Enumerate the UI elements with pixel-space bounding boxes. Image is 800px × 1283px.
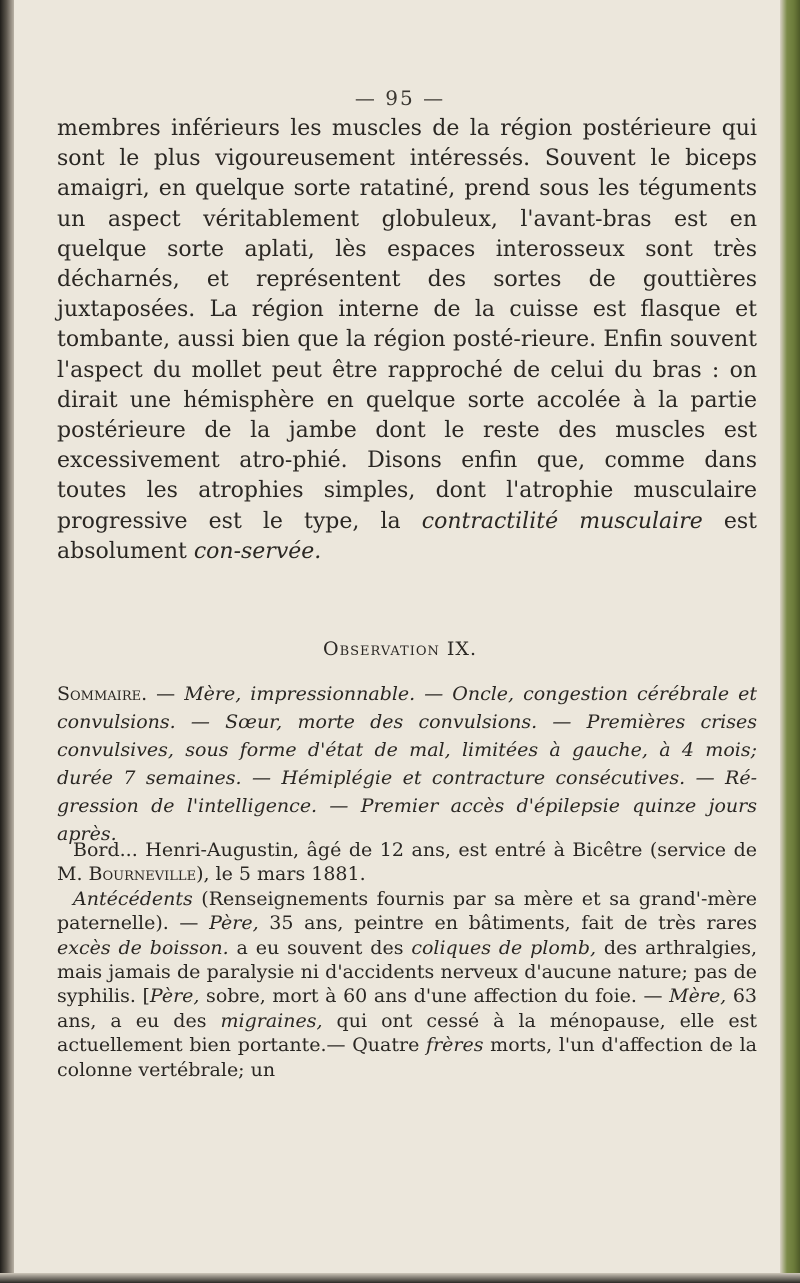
antecedents-text-b: 35 ans, peintre en bâtiments, fait de très rares — [258, 912, 757, 935]
page-number: — 95 — — [354, 86, 446, 110]
antecedents-text-e: sobre, mort à 60 ans d'une affection du foie. — — [199, 985, 670, 1008]
antecedents-text-h: morts, l'un d'affection de la colonne vertébrale; un — [57, 1034, 758, 1081]
antecedents-text-d: des arthralgies, mais jamais de paralysie ni d'accidents nerveux d'aucune nature; pas de syphilis. [ — [57, 936, 757, 1008]
antecedents-text-g: qui ont cessé à la ménopause, elle est actuellement bien portante.— Quatre — [57, 1009, 757, 1057]
colic-term: coliques de plomb, — [411, 936, 597, 959]
antecedents-label: Antécédents — [73, 887, 193, 910]
summary-separator: . — — [141, 683, 185, 705]
italic-term-conserved: con-servée. — [193, 538, 322, 564]
main-paragraph-text: membres inférieurs les muscles de la région postérieure qui sont le plus vigoureusement intéressés. Souvent le biceps amaigri, en quelque sorte ratatiné, prend sous les téguments un aspect véritablement globuleux, l'avant-bras est en quelque sorte aplati, lès espaces interosseux sont très décharnés, et représentent des sortes de gouttières juxtaposées. La région interne de la cuisse est flasque et tombante, aussi bien que la région posté-rieure. Enfin souvent l'aspect du mollet peut être rapproché de celui du bras : on dirait une hémisphère en quelque sorte accolée à la partie postérieure de la jambe dont le reste des muscles est excessivement atro-phié. Disons enfin que, comme dans toutes les atrophies simples, dont l'atrophie musculaire progressive est le type, la — [57, 116, 757, 534]
mother-label: Mère, — [669, 985, 727, 1008]
summary-label: Sommaire — [57, 683, 142, 705]
case-body — [57, 838, 757, 1082]
excess-term: excès de boisson. — [57, 936, 229, 959]
observation-heading: Observation IX. — [323, 638, 477, 660]
antecedents-text-f: 63 ans, a eu des — [57, 985, 758, 1032]
antecedents-text-a: (Renseignements fournis par sa mère et sa grand'-mère paternelle). — — [57, 887, 757, 935]
father-label: Père, — [209, 912, 259, 935]
case-intro: Bord... Henri-Augustin, âgé de 12 ans, est entré à Bicêtre (service de M. — [57, 839, 757, 886]
main-paragraph — [57, 114, 757, 567]
doctor-name: Bourneville — [88, 863, 197, 886]
italic-term-contractility: contractilité musculaire — [421, 508, 703, 534]
summary-paragraph — [57, 680, 757, 848]
brothers-term: frères — [426, 1034, 484, 1057]
page-edge-bottom — [0, 1273, 800, 1283]
case-intro-end: ), le 5 mars 1881. — [196, 863, 366, 886]
antecedents-text-c: a eu souvent des — [228, 936, 412, 959]
summary-text: Mère, impressionnable. — Oncle, congestion cérébrale et convulsions. — Sœur, morte des convulsions. — Premières crises convulsives, sous forme d'état de mal, limitées à gauche, à 4 mois; durée 7 semaines. — Hémiplégie et contracture consécutives. — Ré-gression de l'intelligence. — Premier accès d'épilepsie quinze jours après. — [57, 683, 757, 845]
migraine-term: migraines, — [220, 1009, 323, 1032]
grandfather-label: Père, — [149, 985, 200, 1008]
main-paragraph-text-2: est absolument — [57, 508, 758, 564]
